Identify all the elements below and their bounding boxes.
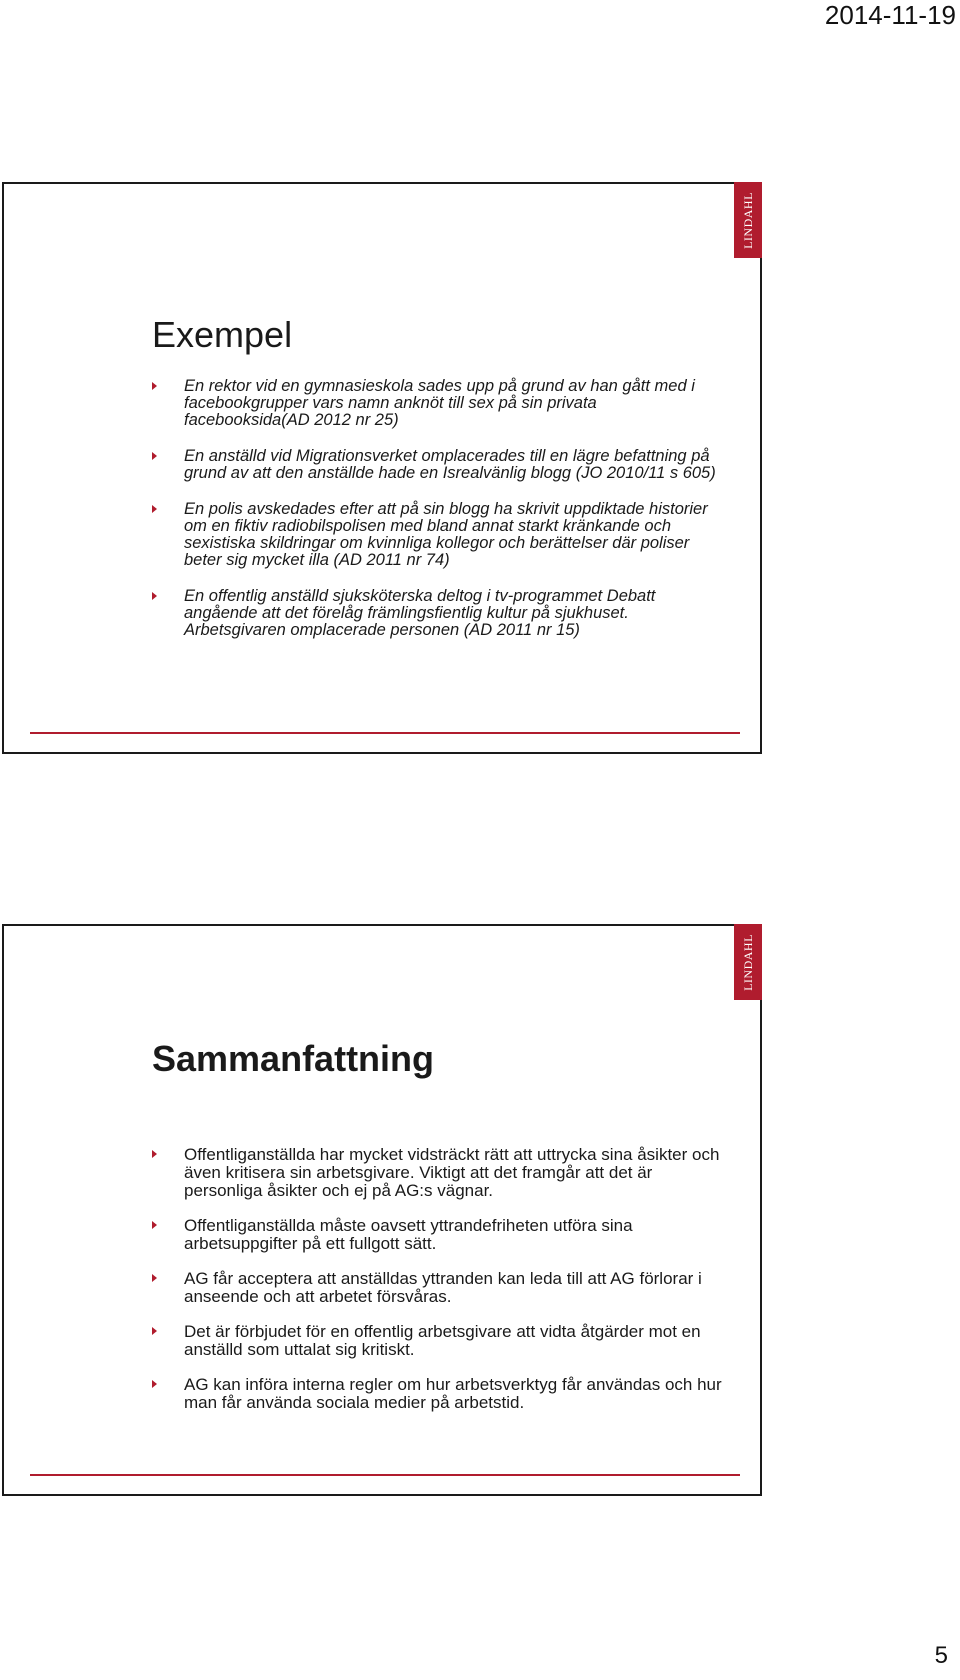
bullet-arrow-icon (152, 382, 157, 390)
bullet-text: AG får acceptera att anställdas yttranden kan leda till att AG förlorar i anseende och att arbetet försvåras. (184, 1269, 702, 1306)
logo-text: LINDAHL (740, 191, 755, 249)
bullet-arrow-icon (152, 505, 157, 513)
logo-text: LINDAHL (740, 933, 755, 991)
bullet-item (152, 1270, 722, 1306)
bullet-item (152, 378, 722, 429)
bullet-text: AG kan införa interna regler om hur arbetsverktyg får användas och hur man får använda sociala medier på arbetstid. (184, 1375, 722, 1412)
bullet-text: En rektor vid en gymnasieskola sades upp på grund av han gått med i facebookgrupper vars namn anknöt till sex på sin privata facebooksida(AD 2012 nr 25) (184, 377, 695, 429)
bullet-arrow-icon (152, 592, 157, 600)
page-date: 2014-11-19 (824, 0, 956, 30)
bullet-arrow-icon (152, 1221, 157, 1229)
bullet-text: Offentliganställda har mycket vidsträckt rätt att uttrycka sina åsikter och även kritisera sin arbetsgivare. Viktigt att det framgår att det är personliga åsikter och ej på AG:s vägnar. (184, 1145, 720, 1200)
bullet-text: Offentliganställda måste oavsett yttrandefriheten utföra sina arbetsuppgifter på ett fullgott sätt. (184, 1216, 633, 1253)
slide-sammanfattning (2, 924, 762, 1496)
footer-divider (30, 732, 740, 734)
bullet-list (152, 1146, 722, 1429)
bullet-item (152, 448, 722, 482)
bullet-arrow-icon (152, 1380, 157, 1388)
page-number: 5 (934, 1642, 948, 1669)
bullet-text: Det är förbjudet för en offentlig arbetsgivare att vidta åtgärder mot en anställd som uttalat sig kritiskt. (184, 1322, 701, 1359)
bullet-arrow-icon (152, 1327, 157, 1335)
bullet-text: En anställd vid Migrationsverket omplacerades till en lägre befattning på grund av att den anställde hade en Isrealvänlig blogg (JO 2010/11 s 605) (184, 447, 716, 482)
bullet-text: En polis avskedades efter att på sin blogg ha skrivit uppdiktade historier om en fiktiv radiobilspolisen med bland annat starkt kränkande och sexistiska skildringar om kvinnliga kollegor och berättelser där poliser beter sig mycket illa (AD 2011 nr 74) (184, 500, 708, 569)
slide-exempel (2, 182, 762, 754)
footer-divider (30, 1474, 740, 1476)
bullet-item (152, 501, 722, 569)
bullet-item (152, 1323, 722, 1359)
bullet-item (152, 588, 722, 639)
lindahl-logo (734, 182, 762, 258)
bullet-item (152, 1146, 722, 1200)
lindahl-logo (734, 924, 762, 1000)
bullet-list (152, 378, 722, 658)
bullet-item (152, 1217, 722, 1253)
bullet-text: En offentlig anställd sjuksköterska deltog i tv-programmet Debatt angående att det förelåg främlingsfientlig kultur på sjukhuset. Arbetsgivaren omplacerade personen (AD 2011 nr 15) (184, 587, 656, 639)
bullet-arrow-icon (152, 1274, 157, 1282)
bullet-arrow-icon (152, 452, 157, 460)
slide-title: Exempel (152, 314, 293, 355)
slide-title: Sammanfattning (152, 1038, 435, 1079)
bullet-arrow-icon (152, 1150, 157, 1158)
bullet-item (152, 1376, 722, 1412)
